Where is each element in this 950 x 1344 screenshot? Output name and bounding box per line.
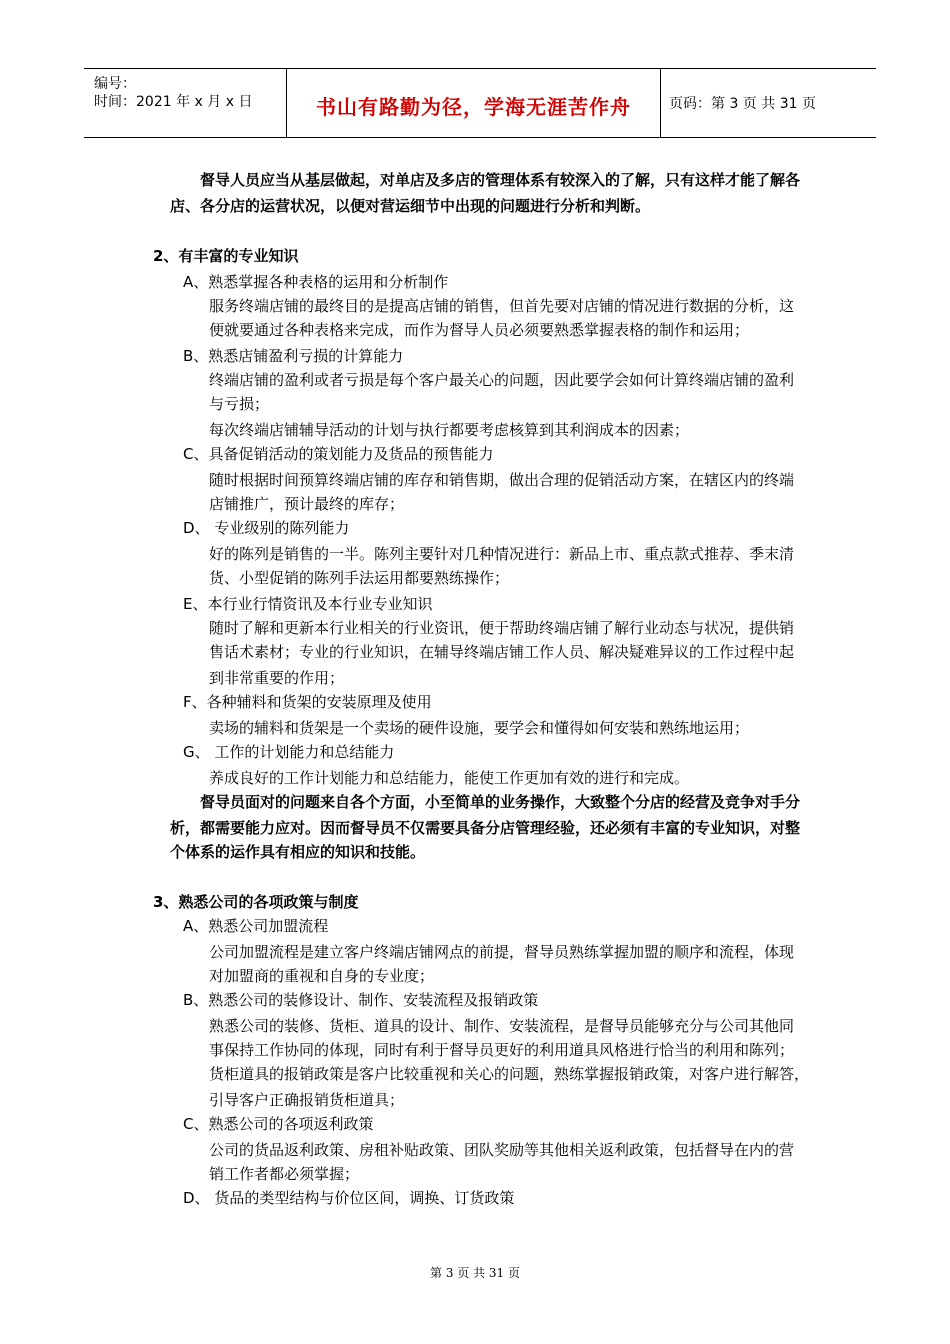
header-motto-cell <box>287 69 661 137</box>
item-2e-line: 售话术素材；专业的行业知识，在辅导终端店铺工作人员、解决疑难异议的工作过程中起 <box>209 643 795 661</box>
page-footer: 第 3 页 共 31 页 <box>430 1266 520 1280</box>
item-2d-line: 货、小型促销的陈列手法运用都要熟练操作； <box>209 569 510 587</box>
item-3b-line: 引导客户正确报销货柜道具； <box>209 1091 405 1109</box>
item-3b-line: 事保持工作协同的体现，同时有利于督导员更好的利用道具风格进行恰当的利用和陈列； <box>209 1041 795 1059</box>
item-3c-line: 公司的货品返利政策、房租补贴政策、团队奖励等其他相关返利政策，包括督导在内的营 <box>209 1141 795 1159</box>
item-2a-heading: A、熟悉掌握各种表格的运用和分析制作 <box>183 273 449 291</box>
item-2c-line: 店铺推广，预计最终的库存； <box>209 495 405 513</box>
summary-paragraph-line: 析，都需要能力应对。因而督导员不仅需要具备分店管理经验，还必须有丰富的专业知识，对整 <box>170 819 801 837</box>
item-2b-line: 每次终端店铺辅导活动的计划与执行都要考虑核算到其利润成本的因素； <box>209 421 690 439</box>
section-3-heading: 3、熟悉公司的各项政策与制度 <box>153 893 359 911</box>
item-2b-line: 终端店铺的盈利或者亏损是每个客户最关心的问题，因此要学会如何计算终端店铺的盈利 <box>209 371 795 389</box>
item-3c-heading: C、熟悉公司的各项返利政策 <box>183 1115 374 1133</box>
item-2f-line: 卖场的辅料和货架是一个卖场的硬件设施，要学会和懂得如何安装和熟练地运用； <box>209 719 750 737</box>
item-2f-heading: F、各种辅料和货架的安装原理及使用 <box>183 693 432 711</box>
summary-paragraph-line: 个体系的运作具有相应的知识和技能。 <box>170 843 426 861</box>
item-3a-line: 对加盟商的重视和自身的专业度； <box>209 967 435 985</box>
header-page-label: 页码：第 3 页 共 31 页 <box>669 96 816 112</box>
item-2e-line: 随时了解和更新本行业相关的行业资讯，便于帮助终端店铺了解行业动态与状况，提供销 <box>209 619 795 637</box>
item-3b-line: 货柜道具的报销政策是客户比较重视和关心的问题，熟练掌握报销政策，对客户进行解答， <box>209 1065 810 1083</box>
item-3b-line: 熟悉公司的装修、货柜、道具的设计、制作、安装流程，是督导员能够充分与公司其他同 <box>209 1017 795 1035</box>
header-motto: 书山有路勤为径，学海无涯苦作舟 <box>316 95 631 119</box>
item-2b-line: 与亏损； <box>209 395 270 413</box>
item-3a-heading: A、熟悉公司加盟流程 <box>183 917 329 935</box>
item-3c-line: 销工作者都必须掌握； <box>209 1165 360 1183</box>
item-2g-line: 养成良好的工作计划能力和总结能力，能使工作更加有效的进行和完成。 <box>209 769 690 787</box>
item-3b-heading: B、熟悉公司的装修设计、制作、安装流程及报销政策 <box>183 991 539 1009</box>
item-3d-heading: D、 货品的类型结构与价位区间，调换、订货政策 <box>183 1189 515 1207</box>
item-2d-line: 好的陈列是销售的一半。陈列主要针对几种情况进行：新品上市、重点款式推荐、季末清 <box>209 545 795 563</box>
item-2g-heading: G、 工作的计划能力和总结能力 <box>183 743 395 761</box>
intro-paragraph-line: 店、各分店的运营状况，以便对营运细节中出现的问题进行分析和判断。 <box>170 197 651 215</box>
item-2e-heading: E、本行业行情资讯及本行业专业知识 <box>183 595 433 613</box>
page-header <box>84 68 876 138</box>
doc-time-label: 时间：2021 年 x 月 x 日 <box>94 94 253 110</box>
summary-paragraph-line: 督导员面对的问题来自各个方面，小至简单的业务操作，大致整个分店的经营及竞争对手分 <box>200 793 801 811</box>
doc-number-label: 编号： <box>94 76 136 92</box>
header-meta <box>84 69 287 137</box>
intro-paragraph-line: 督导人员应当从基层做起，对单店及多店的管理体系有较深入的了解，只有这样才能了解各 <box>200 171 801 189</box>
item-2c-line: 随时根据时间预算终端店铺的库存和销售期，做出合理的促销活动方案，在辖区内的终端 <box>209 471 795 489</box>
item-2a-line: 便就要通过各种表格来完成，而作为督导人员必须要熟悉掌握表格的制作和运用； <box>209 321 750 339</box>
item-2b-heading: B、熟悉店铺盈利亏损的计算能力 <box>183 347 404 365</box>
item-2e-line: 到非常重要的作用； <box>209 669 345 687</box>
item-2d-heading: D、 专业级别的陈列能力 <box>183 519 350 537</box>
item-2a-line: 服务终端店铺的最终目的是提高店铺的销售，但首先要对店铺的情况进行数据的分析，这 <box>209 297 795 315</box>
item-3a-line: 公司加盟流程是建立客户终端店铺网点的前提，督导员熟练掌握加盟的顺序和流程，体现 <box>209 943 795 961</box>
item-2c-heading: C、具备促销活动的策划能力及货品的预售能力 <box>183 445 494 463</box>
header-page-cell <box>661 69 876 137</box>
section-2-heading: 2、有丰富的专业知识 <box>153 247 299 265</box>
